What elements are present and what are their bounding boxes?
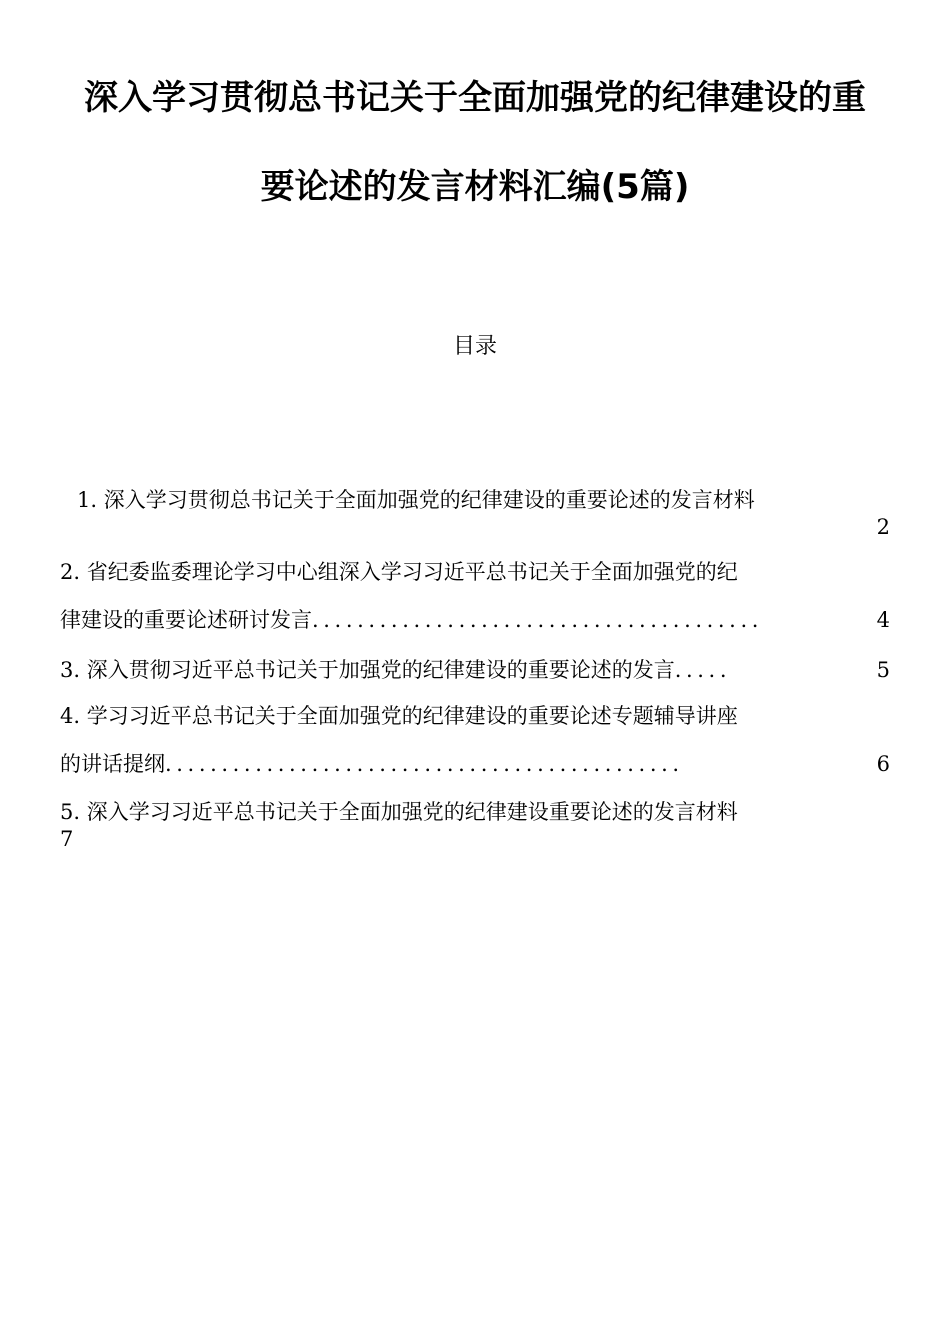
toc-entry-title-line2: 律建设的重要论述研讨发言 bbox=[60, 608, 312, 632]
toc-entry-title: 5. 深入学习习近平总书记关于全面加强党的纪律建设重要论述的发言材料 bbox=[60, 800, 738, 824]
toc-dot-leader: ........................................ bbox=[312, 608, 764, 632]
toc-entry-title: 2. 省纪委监委理论学习中心组深入学习习近平总书记关于全面加强党的纪 bbox=[60, 560, 738, 584]
toc-entry-title-cont bbox=[60, 606, 763, 634]
toc-dot-leader: ..... bbox=[674, 658, 732, 682]
toc-entry-title: 4. 学习习近平总书记关于全面加强党的纪律建设的重要论述专题辅导讲座 bbox=[60, 704, 738, 728]
toc-page-number: 2 bbox=[876, 515, 890, 539]
toc-entry-title-line2: 的讲话提纲 bbox=[60, 752, 165, 776]
toc-page-number: 5 bbox=[876, 658, 890, 682]
title-line-2: 要论述的发言材料汇编(5篇) bbox=[260, 167, 690, 207]
toc-entry-title-cont bbox=[60, 750, 684, 778]
toc-heading: 目录 bbox=[452, 334, 497, 359]
toc-page-number: 6 bbox=[876, 752, 890, 776]
toc-entry-title: 3. 深入贯彻习近平总书记关于加强党的纪律建设的重要论述的发言 bbox=[60, 658, 675, 682]
toc-entry-title-cont bbox=[60, 656, 731, 684]
toc-dot-leader: .............................................. bbox=[165, 752, 684, 776]
title-line-1: 深入学习贯彻总书记关于全面加强党的纪律建设的重 bbox=[84, 78, 866, 118]
toc-entry-title: 1. 深入学习贯彻总书记关于全面加强党的纪律建设的重要论述的发言材料 bbox=[77, 488, 755, 512]
toc-page-number: 4 bbox=[876, 608, 890, 632]
toc-page-number: 7 bbox=[60, 827, 74, 851]
